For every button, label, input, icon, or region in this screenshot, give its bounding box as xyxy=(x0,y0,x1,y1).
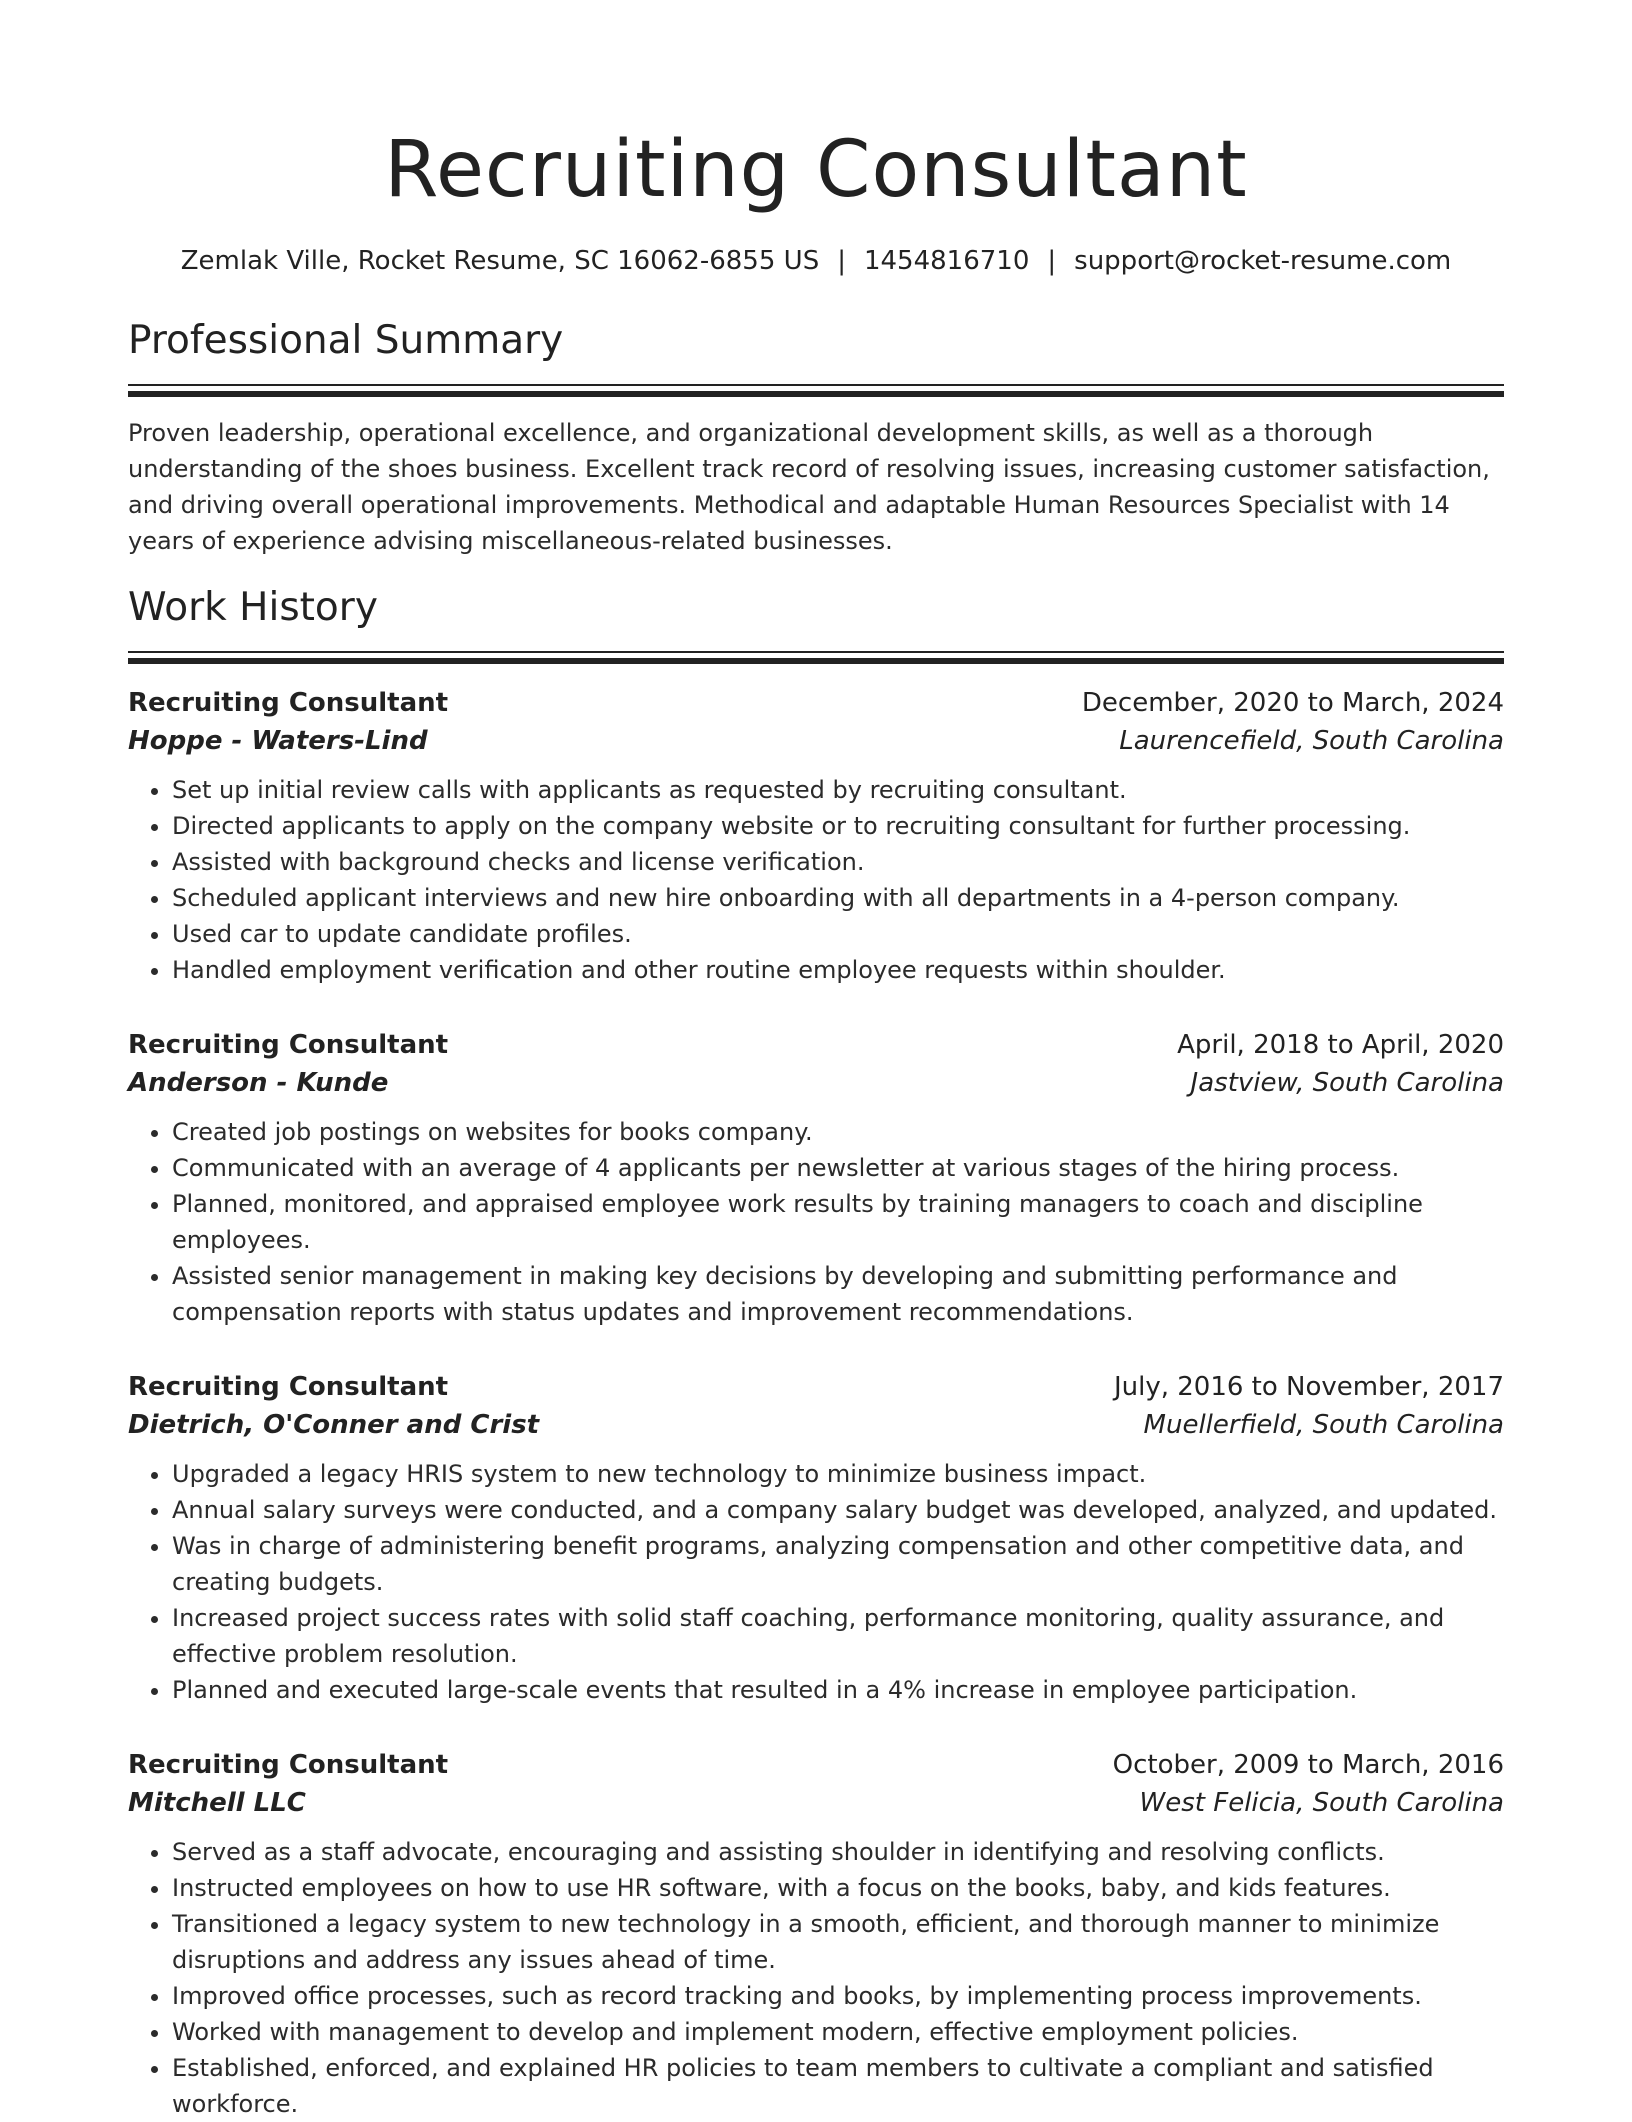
job-entry xyxy=(128,1746,1504,2122)
job-title: Recruiting Consultant xyxy=(128,1750,449,1780)
job-bullets xyxy=(128,1456,1504,1708)
job-location: Laurencefield, South Carolina xyxy=(1119,726,1504,756)
job-title: Recruiting Consultant xyxy=(128,1372,449,1402)
job-dates: October, 2009 to March, 2016 xyxy=(1112,1750,1504,1780)
job-entry xyxy=(128,684,1504,988)
job-dates: July, 2016 to November, 2017 xyxy=(1113,1372,1504,1402)
job-header-row xyxy=(128,1368,1504,1406)
job-bullet: • Created job postings on websites for books company. xyxy=(172,1114,1504,1150)
work-history-section xyxy=(128,583,1504,2122)
job-company: Hoppe - Waters-Lind xyxy=(128,726,428,756)
job-bullet: • Assisted senior management in making key decisions by developing and submitting performance and compensation reports with status updates and improvement recommendations. xyxy=(172,1258,1504,1330)
section-divider xyxy=(128,651,1504,664)
section-heading-work: Work History xyxy=(128,585,378,630)
contact-separator: | xyxy=(837,246,846,276)
summary-text: Proven leadership, operational excellence, and organizational development skills, as well as a thorough understanding of the shoes business. Excellent track record of resolving issues, increasing customer satisfaction, and driving overall operational improvements. Methodical and adaptable Human Resources Specialist with 14 years of experience advising miscellaneous-related businesses. xyxy=(128,419,1490,555)
job-company: Anderson - Kunde xyxy=(128,1068,389,1098)
job-company-row xyxy=(128,1406,1504,1444)
job-title: Recruiting Consultant xyxy=(128,688,449,718)
job-bullet: • Scheduled applicant interviews and new hire onboarding with all departments in a 4-person company. xyxy=(172,880,1504,916)
job-bullet: • Assisted with background checks and license verification. xyxy=(172,844,1504,880)
job-location: Jastview, South Carolina xyxy=(1190,1068,1504,1098)
job-bullet: • Increased project success rates with solid staff coaching, performance monitoring, quality assurance, and effective problem resolution. xyxy=(172,1600,1504,1672)
job-entry xyxy=(128,1026,1504,1330)
job-company-row xyxy=(128,722,1504,760)
job-company-row xyxy=(128,1064,1504,1102)
job-bullet: • Used car to update candidate profiles. xyxy=(172,916,1504,952)
job-location: Muellerfield, South Carolina xyxy=(1143,1410,1504,1440)
job-list xyxy=(128,684,1504,2122)
job-dates: December, 2020 to March, 2024 xyxy=(1081,688,1504,718)
job-bullet: • Planned, monitored, and appraised employee work results by training managers to coach and discipline employees. xyxy=(172,1186,1504,1258)
contact-email: support@rocket-resume.com xyxy=(1074,246,1452,276)
job-bullet: • Upgraded a legacy HRIS system to new technology to minimize business impact. xyxy=(172,1456,1504,1492)
job-company: Mitchell LLC xyxy=(128,1788,306,1818)
job-bullet: • Communicated with an average of 4 applicants per newsletter at various stages of the hiring process. xyxy=(172,1150,1504,1186)
job-header-row xyxy=(128,684,1504,722)
job-bullets xyxy=(128,772,1504,988)
contact-line xyxy=(128,244,1504,278)
job-entry xyxy=(128,1368,1504,1708)
contact-phone: 1454816710 xyxy=(863,246,1030,276)
summary-section xyxy=(128,316,1504,559)
job-bullet: • Instructed employees on how to use HR software, with a focus on the books, baby, and kids features. xyxy=(172,1870,1504,1906)
job-bullet: • Worked with management to develop and implement modern, effective employment policies. xyxy=(172,2014,1504,2050)
job-bullet: • Set up initial review calls with applicants as requested by recruiting consultant. xyxy=(172,772,1504,808)
job-dates: April, 2018 to April, 2020 xyxy=(1177,1030,1504,1060)
job-bullet: • Was in charge of administering benefit programs, analyzing compensation and other competitive data, and creating budgets. xyxy=(172,1528,1504,1600)
resume-title: Recruiting Consultant xyxy=(384,125,1248,215)
job-location: West Felicia, South Carolina xyxy=(1139,1788,1504,1818)
job-company-row xyxy=(128,1784,1504,1822)
job-bullet: • Directed applicants to apply on the company website or to recruiting consultant for further processing. xyxy=(172,808,1504,844)
job-header-row xyxy=(128,1746,1504,1784)
job-bullet: • Handled employment verification and other routine employee requests within shoulder. xyxy=(172,952,1504,988)
job-bullet: • Established, enforced, and explained HR policies to team members to cultivate a compliant and satisfied workforce. xyxy=(172,2050,1504,2122)
section-divider xyxy=(128,384,1504,397)
job-header-row xyxy=(128,1026,1504,1064)
job-bullet: • Planned and executed large-scale events that resulted in a 4% increase in employee participation. xyxy=(172,1672,1504,1708)
job-bullet: • Transitioned a legacy system to new technology in a smooth, efficient, and thorough manner to minimize disruptions and address any issues ahead of time. xyxy=(172,1906,1504,1978)
job-bullets xyxy=(128,1834,1504,2122)
job-bullet: • Served as a staff advocate, encouraging and assisting shoulder in identifying and resolving conflicts. xyxy=(172,1834,1504,1870)
job-bullet: • Improved office processes, such as record tracking and books, by implementing process improvements. xyxy=(172,1978,1504,2014)
job-bullet: • Annual salary surveys were conducted, and a company salary budget was developed, analyzed, and updated. xyxy=(172,1492,1504,1528)
contact-separator: | xyxy=(1047,246,1057,276)
job-company: Dietrich, O'Conner and Crist xyxy=(128,1410,540,1440)
job-title: Recruiting Consultant xyxy=(128,1030,449,1060)
job-bullets xyxy=(128,1114,1504,1330)
contact-address: Zemlak Ville, Rocket Resume, SC 16062-6855 US xyxy=(180,246,820,276)
section-heading-summary: Professional Summary xyxy=(128,318,564,363)
